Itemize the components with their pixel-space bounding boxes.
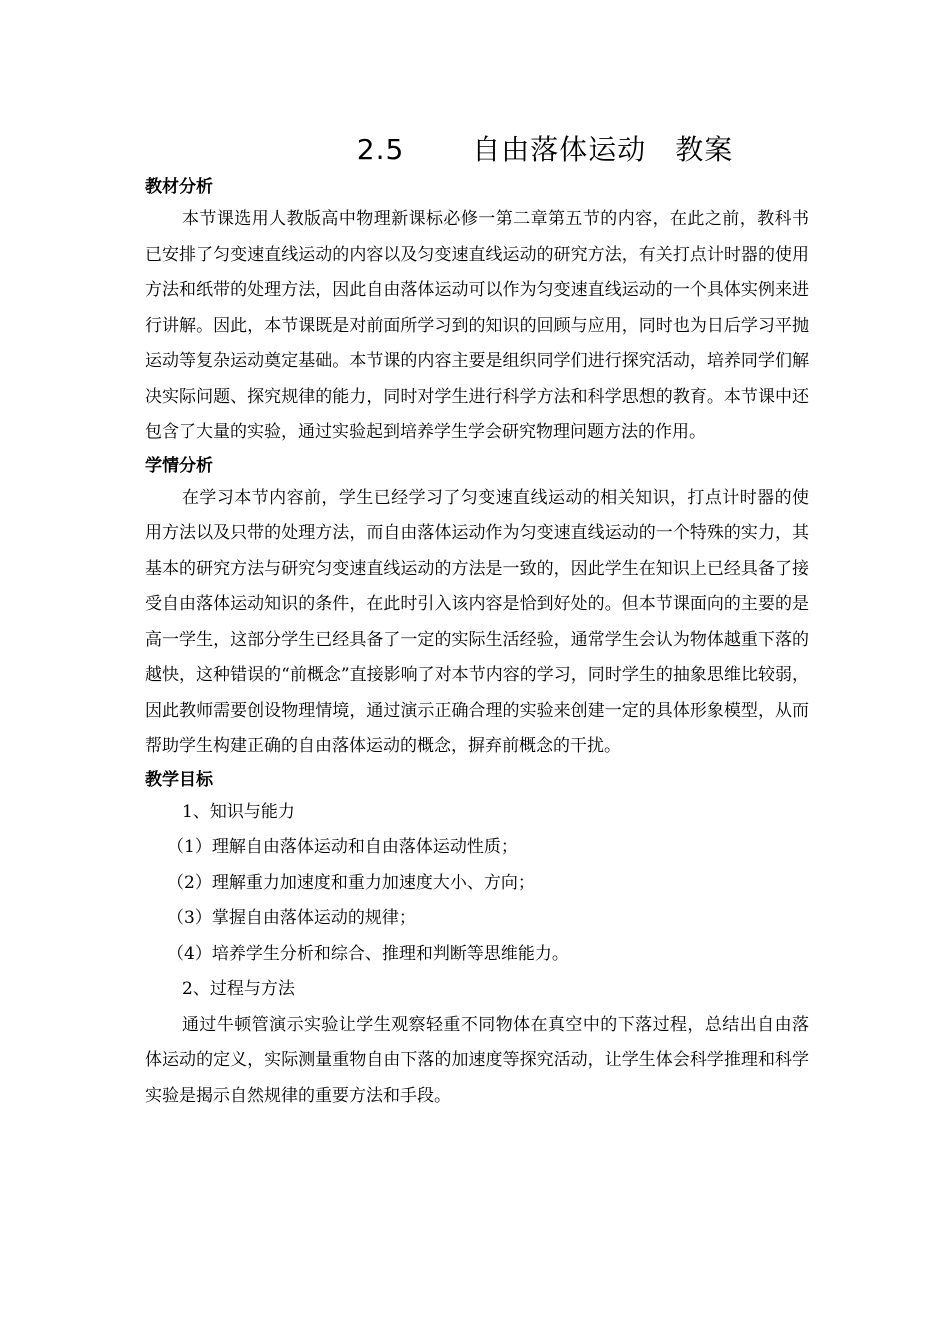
title-text: 自由落体运动 教案 bbox=[472, 133, 734, 166]
section-heading-material: 教材分析 bbox=[145, 177, 213, 197]
students-paragraph: 在学习本节内容前，学生已经学习了匀变速直线运动的相关知识，打点计时器的使用方法以及只带的处理方法，而自由落体运动作为匀变速直线运动的一个特殊的实力，其基本的研究方法与研究匀变速直线运动的方法是一致的，因此学生在知识上已经具备了接受自由落体运动知识的条件，在此时引入该内容是恰到好处的。但本节课面向的主要的是高一学生，这部分学生已经具备了一定的实际生活经验，通常学生会认为物体越重下落的越快，这种错误的“前概念”直接影响了对本节内容的学习，同时学生的抽象思维比较弱，因此教师需要创设物理情境，通过演示正确合理的实验来创建一定的具体形象模型，从而帮助学生构建正确的自由落体运动的概念，摒弃前概念的干扰。 bbox=[145, 487, 809, 756]
goal-item: （3）掌握自由落体运动的规律； bbox=[167, 908, 416, 928]
goals-subheading-knowledge: 1、知识与能力 bbox=[182, 801, 295, 822]
section-heading-students: 学情分析 bbox=[145, 455, 213, 476]
goal-item: （4）培养学生分析和综合、推理和判断等思维能力。 bbox=[167, 943, 569, 964]
document-body bbox=[145, 172, 809, 1114]
section-heading-goals: 教学目标 bbox=[145, 769, 213, 790]
page-title bbox=[0, 126, 950, 174]
goals-subheading-process: 2、过程与方法 bbox=[182, 979, 295, 999]
process-paragraph: 通过牛顿管演示实验让学生观察轻重不同物体在真空中的下落过程，总结出自由落体运动的定义，实际测量重物自由下落的加速度等探究活动，让学生体会科学推理和科学实验是揭示自然规律的重要方法和手段。 bbox=[145, 1014, 809, 1106]
goal-item: （2）理解重力加速度和重力加速度大小、方向； bbox=[167, 872, 535, 893]
title-number: 2.5 bbox=[356, 133, 405, 166]
goal-item: （1）理解自由落体运动和自由落体运动性质； bbox=[167, 837, 518, 857]
material-paragraph: 本节课选用人教版高中物理新课标必修一第二章第五节的内容，在此之前，教科书已安排了匀变速直线运动的内容以及匀变速直线运动的研究方法，有关打点计时器的使用方法和纸带的处理方法，因此自由落体运动可以作为匀变速直线运动的一个具体实例来进行讲解。因此，本节课既是对前面所学习到的知识的回顾与应用，同时也为日后学习平抛运动等复杂运动奠定基础。本节课的内容主要是组织同学们进行探究活动，培养同学们解决实际问题、探究规律的能力，同时对学生进行科学方法和科学思想的教育。本节课中还包含了大量的实验，通过实验起到培养学生学会研究物理问题方法的作用。 bbox=[145, 209, 809, 442]
